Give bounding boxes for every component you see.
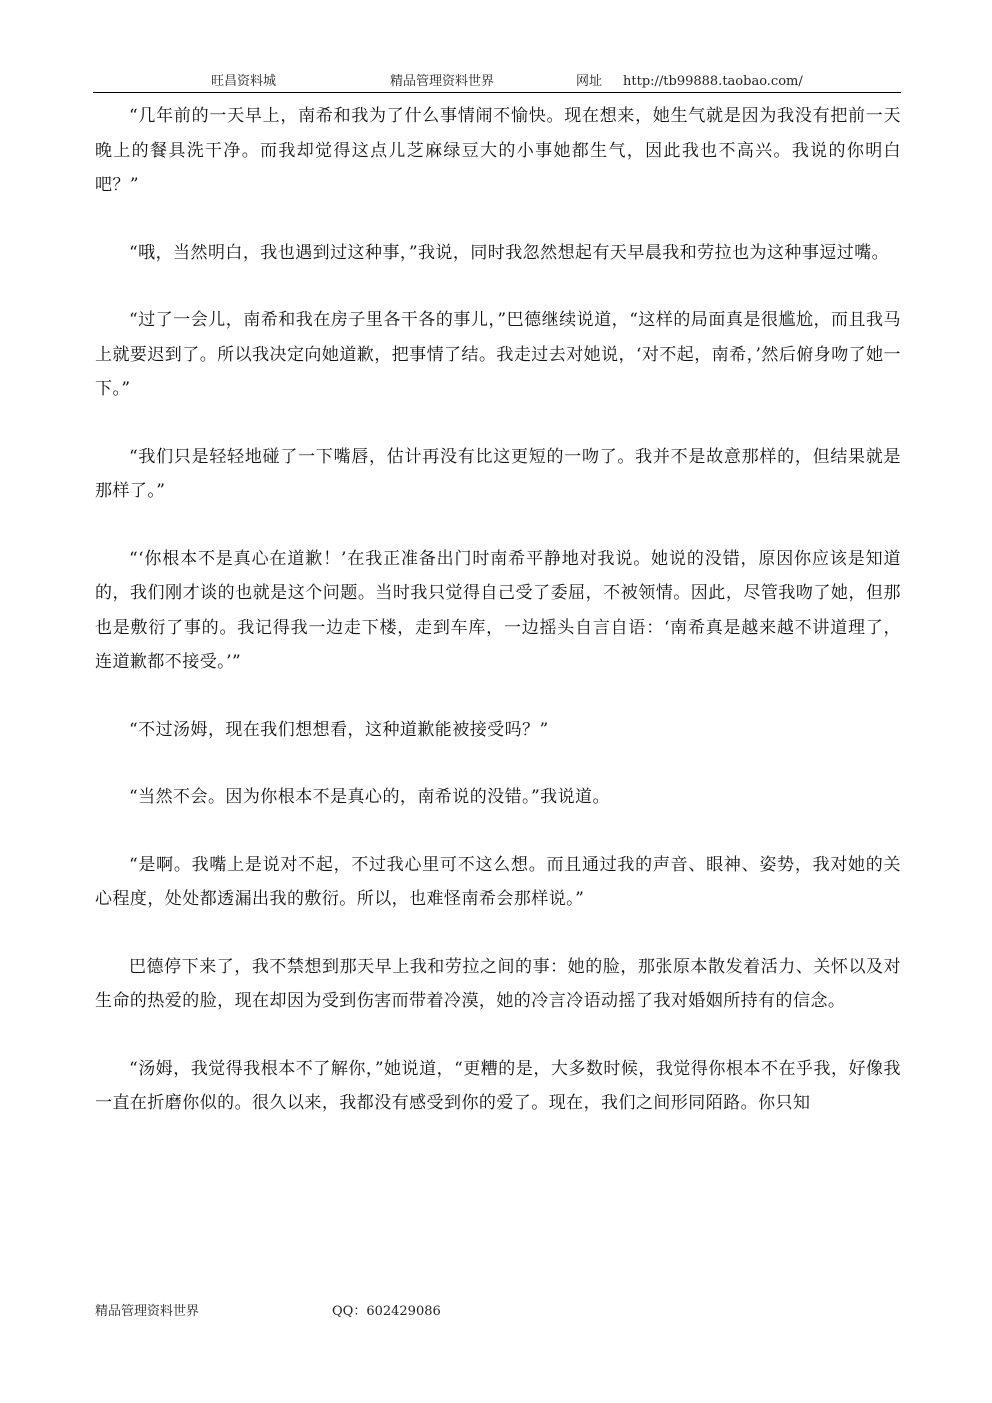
footer-qq: QQ：602429086 bbox=[332, 1304, 441, 1319]
paragraph: “汤姆，我觉得我根本不了解你，”她说道，“更糟的是，大多数时候，我觉得你根本不在乎我，好像我一直在折磨你似的。很久以来，我都没有感受到你的爱了。现在，我们之间形同陌路。你只知 bbox=[95, 1058, 901, 1113]
header-url-label: 网址 bbox=[576, 74, 603, 89]
paragraph: “过了一会儿，南希和我在房子里各干各的事儿，”巴德继续说道，“这样的局面真是很尴尬，而且我马上就要迟到了。所以我决定向她道歉，把事情了结。我走过去对她说，‘对不起，南希，’然后俯身吻了她一下。” bbox=[95, 310, 901, 399]
document-body bbox=[95, 99, 901, 1121]
paragraph-gap bbox=[95, 270, 901, 303]
paragraph-gap bbox=[95, 917, 901, 950]
header-divider bbox=[93, 92, 901, 93]
footer-site-name: 精品管理资料世界 bbox=[95, 1304, 200, 1319]
paragraph: “当然不会。因为你根本不是真心的，南希说的没错。”我说道。 bbox=[129, 787, 610, 807]
paragraph: “我们只是轻轻地碰了一下嘴唇，估计再没有比这更短的一吻了。我并不是故意那样的，但结果就是那样了。” bbox=[95, 446, 901, 501]
paragraph-gap bbox=[95, 203, 901, 236]
paragraph-gap bbox=[95, 1019, 901, 1052]
paragraph-gap bbox=[95, 509, 901, 542]
paragraph: “是啊。我嘴上是说对不起，不过我心里可不这么想。而且通过我的声音、眼神、姿势，我对她的关心程度，处处都透漏出我的敷衍。所以，也难怪南希会那样说。” bbox=[95, 854, 901, 909]
paragraph: “‘你根本不是真心在道歉！’在我正准备出门时南希平静地对我说。她说的没错，原因你应该是知道的，我们刚才谈的也就是这个问题。当时我只觉得自己受了委屈，不被领情。因此，尽管我吻了她，但那也是敷衍了事的。我记得我一边走下楼，走到车库，一边摇头自言自语：‘南希真是越来越不讲道理了，连道歉都不接受。’” bbox=[95, 548, 901, 672]
paragraph-gap bbox=[95, 815, 901, 848]
header-url: http://tb99888.taobao.com/ bbox=[623, 74, 803, 89]
paragraph: “哦，当然明白，我也遇到过这种事，”我说，同时我忽然想起有天早晨我和劳拉也为这种事逗过嘴。 bbox=[129, 242, 890, 263]
header-shop-name: 旺昌资料城 bbox=[211, 74, 277, 89]
page-footer bbox=[95, 1302, 901, 1322]
paragraph-gap bbox=[95, 680, 901, 713]
paragraph: “几年前的一天早上，南希和我为了什么事情闹不愉快。现在想来，她生气就是因为我没有把前一天晚上的餐具洗干净。而我却觉得这点儿芝麻绿豆大的小事她都生气，因此我也不高兴。我说的你明白吧？” bbox=[95, 106, 901, 195]
paragraph: 巴德停下来了，我不禁想到那天早上我和劳拉之间的事：她的脸，那张原本散发着活力、关怀以及对生命的热爱的脸，现在却因为受到伤害而带着冷漠，她的冷言冷语动摇了我对婚姻所持有的信念。 bbox=[95, 956, 901, 1011]
paragraph-gap bbox=[95, 407, 901, 440]
header-site-name: 精品管理资料世界 bbox=[390, 74, 495, 89]
paragraph-gap bbox=[95, 747, 901, 780]
paragraph: “不过汤姆，现在我们想想看，这种道歉能被接受吗？” bbox=[129, 719, 549, 740]
page-header bbox=[93, 72, 901, 92]
